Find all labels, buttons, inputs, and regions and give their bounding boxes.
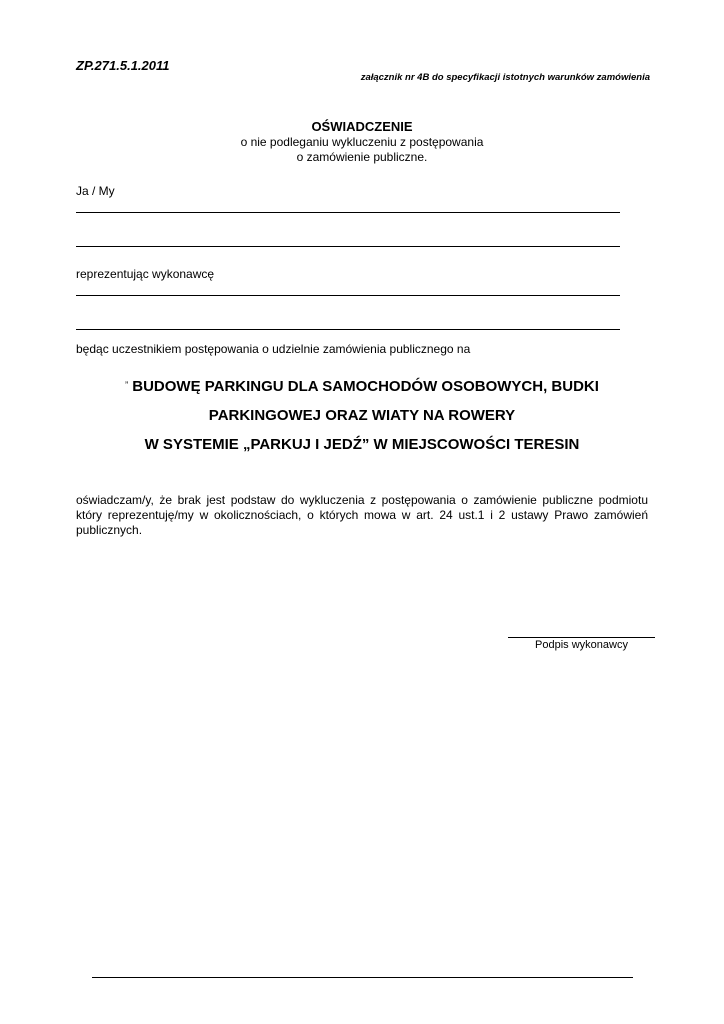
who-label: Ja / My — [76, 184, 115, 198]
document-title: OŚWIADCZENIE — [311, 119, 413, 134]
subject-line-1 — [0, 371, 724, 401]
subject-line-1-text: BUDOWĘ PARKINGU DLA SAMOCHODÓW OSOBOWYCH, BUDKI — [132, 378, 599, 395]
subject-line-3: W SYSTEMIE „PARKUJ I JEDŹ” W MIEJSCOWOŚCI TERESIN — [144, 436, 580, 453]
opening-quote: ” — [125, 380, 129, 390]
reference-number: ZP.271.5.1.2011 — [76, 58, 170, 73]
annex-note: załącznik nr 4B do specyfikacji istotnych warunków zamówienia — [360, 72, 650, 83]
document-subtitle-line2: o zamówienie publiczne. — [296, 150, 428, 164]
contractor-fill-line-1[interactable] — [76, 295, 620, 296]
representing-label: reprezentując wykonawcę — [76, 267, 215, 281]
name-fill-line-1[interactable] — [76, 212, 620, 213]
signature-label: Podpis wykonawcy — [535, 639, 628, 651]
procurement-subject — [0, 371, 724, 459]
subject-line-2: PARKINGOWEJ ORAZ WIATY NA ROWERY — [208, 407, 516, 424]
footer-divider — [92, 977, 633, 978]
contractor-fill-line-2[interactable] — [76, 329, 620, 330]
participant-text: będąc uczestnikiem postępowania o udzielnie zamówienia publicznego na — [76, 342, 471, 356]
declaration-text: oświadczam/y, że brak jest podstaw do wykluczenia z postępowania o zamówienie publiczne podmiotu który reprezentuję/my w okolicznościach, o których mowa w art. 24 ust.1 i 2 ustawy Prawo zamówień publicznych. — [76, 493, 648, 537]
signature-line[interactable] — [508, 637, 655, 638]
document-title-block — [0, 119, 724, 165]
name-fill-line-2[interactable] — [76, 246, 620, 247]
document-subtitle-line1: o nie podleganiu wykluczeniu z postępowania — [240, 135, 484, 149]
